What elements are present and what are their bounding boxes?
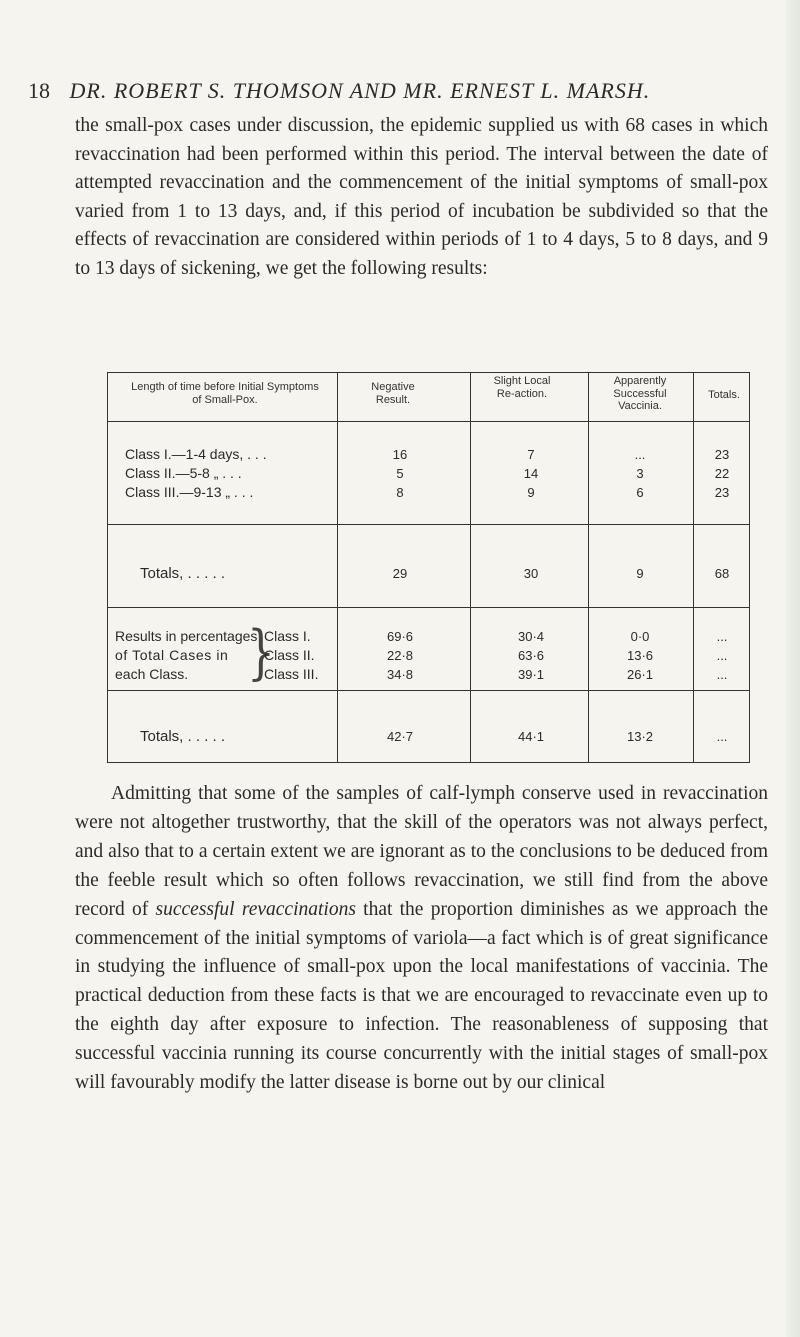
percent-totals-negative: 42·7 — [386, 729, 414, 744]
cell-class2-slight: 14 — [523, 466, 539, 481]
pct-class2-total: ... — [716, 648, 728, 663]
cell-class3-negative: 8 — [396, 485, 404, 500]
paragraph-discussion-part-2: that the proportion diminishes as we approach the commencement of the initial symptoms of variola—a fact which is of great significance in studying the influence of small-pox upon the local manifestations of vaccinia. The practical deduction from these facts is that we are encouraged to revaccinate even up to the eighth day after exposure to infection. The reasonableness of supposing that successful vaccinia running its course concurrently with the initial stages of small-pox will favourably modify the latter disease is borne out by our clinical — [75, 898, 768, 1094]
pct-class1-slight: 30·4 — [517, 629, 545, 644]
header-length-of-time: Length of time before Initial Symptoms of Small-Pox. — [131, 381, 319, 406]
totals-rule — [107, 607, 749, 608]
running-title: DR. ROBERT S. THOMSON AND MR. ERNEST L. MARSH. — [69, 78, 651, 103]
pct-class2-slight: 63·6 — [517, 648, 545, 663]
header-rule — [107, 421, 749, 422]
pct-class3-successful: 26·1 — [626, 667, 654, 682]
header-slight-local-reaction: Slight Local Re-action. — [493, 375, 551, 400]
pct-class1-total: ... — [716, 629, 728, 644]
totals-total: 68 — [714, 566, 730, 581]
row-label-class-2: Class II.—5-8 „ . . . — [125, 465, 242, 481]
pct-class3-negative: 34·8 — [386, 667, 414, 682]
table-top-rule — [107, 372, 749, 373]
pct-class2-negative: 22·8 — [386, 648, 414, 663]
cell-class3-total: 23 — [714, 485, 730, 500]
rows-rule — [107, 524, 749, 525]
header-apparently-successful: Apparently Successful Vaccinia. — [613, 375, 667, 412]
cell-class3-slight: 9 — [527, 485, 535, 500]
header-negative-result: Negative Result. — [371, 381, 415, 406]
cell-class1-negative: 16 — [392, 447, 408, 462]
percent-label-line-3: each Class. — [115, 666, 189, 682]
italic-successful-revaccinations: successful revaccinations — [155, 898, 356, 920]
percent-label-line-2: of Total Cases in — [115, 647, 229, 663]
cell-class2-total: 22 — [714, 466, 730, 481]
totals-successful: 9 — [636, 566, 644, 581]
cell-class1-successful: ... — [634, 447, 646, 462]
pct-class1-negative: 69·6 — [386, 629, 414, 644]
brace: } — [247, 618, 275, 688]
row-label-class-3: Class III.—9-13 „ . . . — [125, 484, 254, 500]
percent-totals-label: Totals, . . . . . — [140, 728, 226, 745]
table-bottom-rule — [107, 762, 749, 763]
totals-slight: 30 — [523, 566, 539, 581]
paragraph-discussion-part-1: Admitting that some of the samples of calf-lymph conserve used in revaccination were not altogether trustworthy, that the skill of the operators was not always perfect, and also that to a certain extent we are ignorant as to the conclusions to be deduced from the feeble result which so often follows revaccination, we still find from the above record of — [75, 783, 768, 920]
header-totals: Totals. — [708, 389, 740, 401]
cell-class2-successful: 3 — [636, 466, 644, 481]
percent-class-3: Class III. — [264, 666, 319, 682]
cell-class2-negative: 5 — [396, 466, 404, 481]
percent-totals-successful: 13·2 — [626, 729, 654, 744]
table-left-rule — [107, 372, 108, 763]
page-number: 18 — [28, 78, 50, 103]
pct-class2-successful: 13·6 — [626, 648, 654, 663]
percent-class-1: Class I. — [264, 628, 311, 644]
col-divider-2 — [470, 372, 471, 763]
col-divider-3 — [588, 372, 589, 763]
pct-class1-successful: 0·0 — [630, 629, 650, 644]
percent-label-line-1: Results in percentages — [115, 628, 258, 644]
percent-totals-total: ... — [716, 729, 728, 744]
percent-totals-slight: 44·1 — [517, 729, 545, 744]
row-label-class-1: Class I.—1-4 days, . . . — [125, 446, 267, 462]
totals-label: Totals, . . . . . — [140, 565, 226, 582]
percent-class-2: Class II. — [264, 647, 315, 663]
pct-class3-slight: 39·1 — [517, 667, 545, 682]
paragraph-intro: the small-pox cases under discussion, the epidemic supplied us with 68 cases in which revaccination had been performed within this period. The interval between the date of attempted revaccination and the commencement of the initial symptoms of small-pox varied from 1 to 13 days, and, if this period of incubation be subdivided so that the effects of revaccination are considered within periods of 1 to 4 days, 5 to 8 days, and 9 to 13 days of sickening, we get the following results: — [75, 115, 768, 279]
paragraph-discussion — [75, 780, 768, 1098]
col-divider-1 — [337, 372, 338, 763]
cell-class1-total: 23 — [714, 447, 730, 462]
cell-class3-successful: 6 — [636, 485, 644, 500]
pct-class3-total: ... — [716, 667, 728, 682]
totals-negative: 29 — [392, 566, 408, 581]
cell-class1-slight: 7 — [527, 447, 535, 462]
percent-rule — [107, 690, 749, 691]
